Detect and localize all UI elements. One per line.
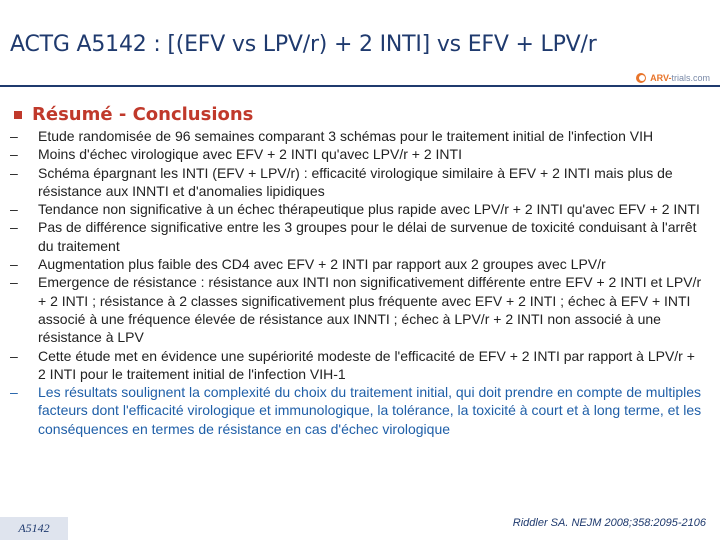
square-bullet-icon bbox=[14, 111, 22, 119]
study-tag: A5142 bbox=[0, 517, 68, 540]
list-item bbox=[10, 164, 710, 201]
list-item-text: Pas de différence significative entre les 3 groupes pour le délai de survenue de toxicité conduisant à l'arrêt du traitement bbox=[38, 219, 697, 254]
dash-bullet: – bbox=[10, 219, 18, 236]
section-label: Résumé - Conclusions bbox=[32, 104, 254, 125]
logo-icon bbox=[636, 72, 648, 84]
conclusions-list bbox=[10, 127, 710, 438]
slide-title: ACTG A5142 : [(EFV vs LPV/r) + 2 INTI] vs EFV + LPV/r bbox=[10, 32, 597, 57]
list-item bbox=[10, 200, 710, 218]
list-item bbox=[10, 218, 710, 255]
list-item-text: Moins d'échec virologique avec EFV + 2 INTI qu'avec LPV/r + 2 INTI bbox=[38, 146, 462, 163]
list-item-text: Cette étude met en évidence une supériorité modeste de l'efficacité de EFV + 2 INTI par rapport à LPV/r + 2 INTI pour le traitement initial de l'infection VIH-1 bbox=[38, 347, 695, 382]
list-item-text: Les résultats soulignent la complexité du choix du traitement initial, qui doit prendre en compte de multiples facteurs dont l'efficacité virologique et immunologique, la tolérance, la toxicité à court et à long terme, et les conséquences en termes de résistance en cas d'échec virologique bbox=[38, 384, 702, 437]
list-item-text: Emergence de résistance : résistance aux INTI non significativement différente entre EFV + 2 INTI et LPV/r + 2 INTI ; résistance à 2 classes significativement plus fréquente avec EFV + 2 INTI ; échec à EFV + INTI associé à une fréquence élevée de résistance aux INNTI ; échec à LPV/r + 2 INTI non associé à une résistance à LPV bbox=[38, 274, 702, 346]
dash-bullet: – bbox=[10, 256, 18, 273]
list-item-highlight bbox=[10, 383, 710, 438]
list-item bbox=[10, 273, 710, 346]
list-item-text: Schéma épargnant les INTI (EFV + LPV/r) : efficacité virologique similaire à EFV + 2 INTI mais plus de résistance aux INNTI et d'anomalies lipidiques bbox=[38, 164, 673, 199]
arv-trials-logo bbox=[636, 71, 710, 85]
citation: Riddler SA. NEJM 2008;358:2095-2106 bbox=[512, 517, 706, 529]
list-item bbox=[10, 347, 710, 384]
logo-text: ARV-trials.com bbox=[650, 73, 710, 83]
list-item-text: Etude randomisée de 96 semaines comparant 3 schémas pour le traitement initial de l'infection VIH bbox=[38, 128, 654, 144]
list-item-text: Tendance non significative à un échec thérapeutique plus rapide avec LPV/r + 2 INTI qu'avec EFV + 2 INTI bbox=[38, 201, 700, 218]
list-item bbox=[10, 145, 710, 163]
dash-bullet: – bbox=[10, 384, 18, 401]
title-divider bbox=[0, 85, 720, 87]
dash-bullet: – bbox=[10, 201, 18, 218]
list-item-text: Augmentation plus faible des CD4 avec EFV + 2 INTI par rapport aux 2 groupes avec LPV/r bbox=[38, 256, 606, 273]
dash-bullet: – bbox=[10, 164, 18, 181]
list-item bbox=[10, 127, 710, 145]
dash-bullet: – bbox=[10, 128, 18, 144]
dash-bullet: – bbox=[10, 274, 18, 291]
dash-bullet: – bbox=[10, 146, 18, 163]
dash-bullet: – bbox=[10, 347, 18, 364]
section-heading bbox=[14, 104, 253, 125]
list-item bbox=[10, 255, 710, 273]
